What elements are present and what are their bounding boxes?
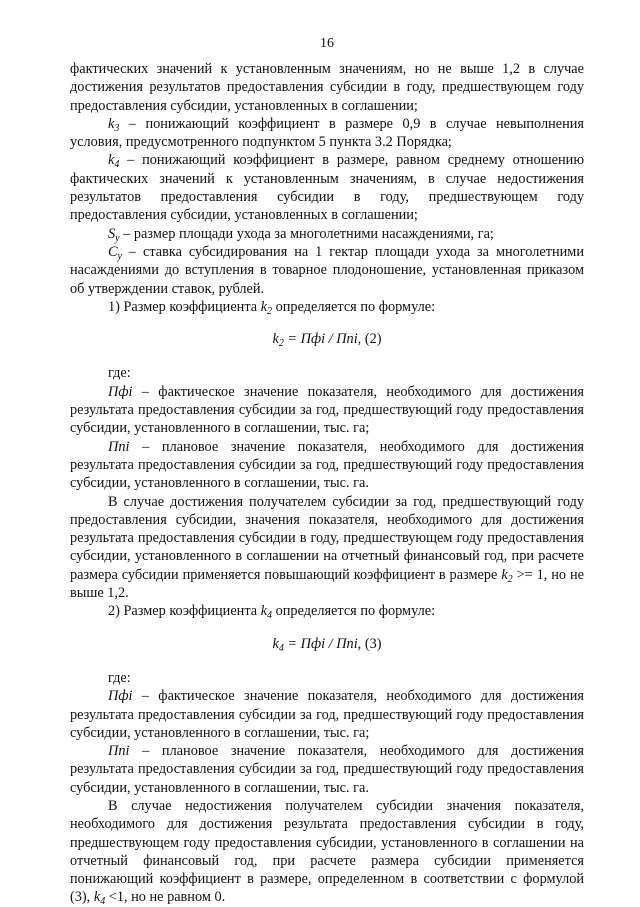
paragraph-case-non-achievement: В случае недостижения получателем субсидии значения показателя, необходимого для достижения результата предоставления субсидии в году, предшествующем году предоставления субсидии, установленного в соглашении на отчетный финансовый год, при расчете размера субсидии применяется понижающий коэффициент в размере, определенном в соответствии с формулой (3), $k_4 <1$, но не равном 0. (70, 797, 584, 907)
where-label: где: (108, 365, 131, 382)
document-body (70, 60, 584, 907)
paragraph-pni: Пni – плановое значение показателя, необходимого для достижения результата предоставления субсидии за год, предшествующий году предоставления субсидии, установленного в соглашении, тыс. га. (70, 438, 584, 492)
page-number: 16 (320, 36, 334, 51)
paragraph-text: фактических значений к установленным значениям, но не выше 1,2 в случае достижения результатов предоставления субсидии в году, предшествующем году предоставления субсидии, установленных в соглашении; (70, 61, 584, 114)
paragraph-text: – понижающий коэффициент в размере 0,9 в случае невыполнения условия, предусмотренного подпунктом 5 пункта 3.2 Порядка; (70, 115, 584, 151)
where-label: где: (108, 669, 131, 686)
paragraph-pfi: Пфi – фактическое значение показателя, необходимого для достижения результата предоставления субсидии за год, предшествующий году предоставления субсидии, установленного в соглашении, тыс. га; (70, 688, 584, 741)
paragraph-pfi: Пфi – фактическое значение показателя, необходимого для достижения результата предоставления субсидии за год, предшествующий году предоставления субсидии, установленного в соглашении, тыс. га; (70, 383, 584, 437)
paragraph-pni: Пni – плановое значение показателя, необходимого для достижения результата предоставления субсидии за год, предшествующий году предоставления субсидии, установленного в соглашении, тыс. га. (70, 743, 584, 796)
symbol: $S_у$ (108, 225, 120, 244)
formula-2: $k_2$ = Пфi / Пni, (2) (272, 331, 382, 350)
formula-3: $k_4$ = Пфi / Пni, (3) (272, 635, 382, 654)
paragraph-case-achievement: В случае достижения получателем субсидии за год, предшествующий году предоставления субсидии, значения показателя, необходимого для достижения результата предоставления субсидии в году, предшествующем году предоставления субсидии, установленного в соглашении на отчетный финансовый год, при расчете размера субсидии применяется повышающий коэффициент в размере $k_2 >= 1$, но не выше 1,2. (70, 493, 584, 602)
formula-number: (3) (364, 635, 382, 652)
formula-number: (2) (364, 331, 382, 348)
paragraph-sy (70, 225, 584, 243)
item-1-heading: 1) Размер коэффициента $k_2$ определяется по формуле: (108, 298, 436, 317)
paragraph-k4 (70, 151, 584, 224)
paragraph-cy (70, 243, 584, 298)
paragraph-text: – размер площади ухода за многолетними насаждениями, га; (119, 225, 494, 242)
paragraph-continuation (70, 60, 584, 115)
symbol: $k_4$ (108, 152, 120, 171)
paragraph-text: – ставка субсидирования на 1 гектар площади ухода за многолетними насаждениями до вступления в товарное плодоношение, установленная приказом об утверждении ставок, рублей. (70, 243, 584, 297)
item-2-heading: 2) Размер коэффициента $k_4$ определяется по формуле: (108, 603, 436, 622)
symbol: $C_у$ (108, 243, 122, 262)
symbol: $k_3$ (108, 115, 120, 134)
paragraph-k3 (70, 115, 584, 152)
paragraph-text: – понижающий коэффициент в размере, равном среднему отношению фактических значений к установленным значениям, в случае недостижения результатов предоставления субсидии в году, предшествующем году предоставления субсидии, установленных в соглашении; (70, 152, 584, 224)
